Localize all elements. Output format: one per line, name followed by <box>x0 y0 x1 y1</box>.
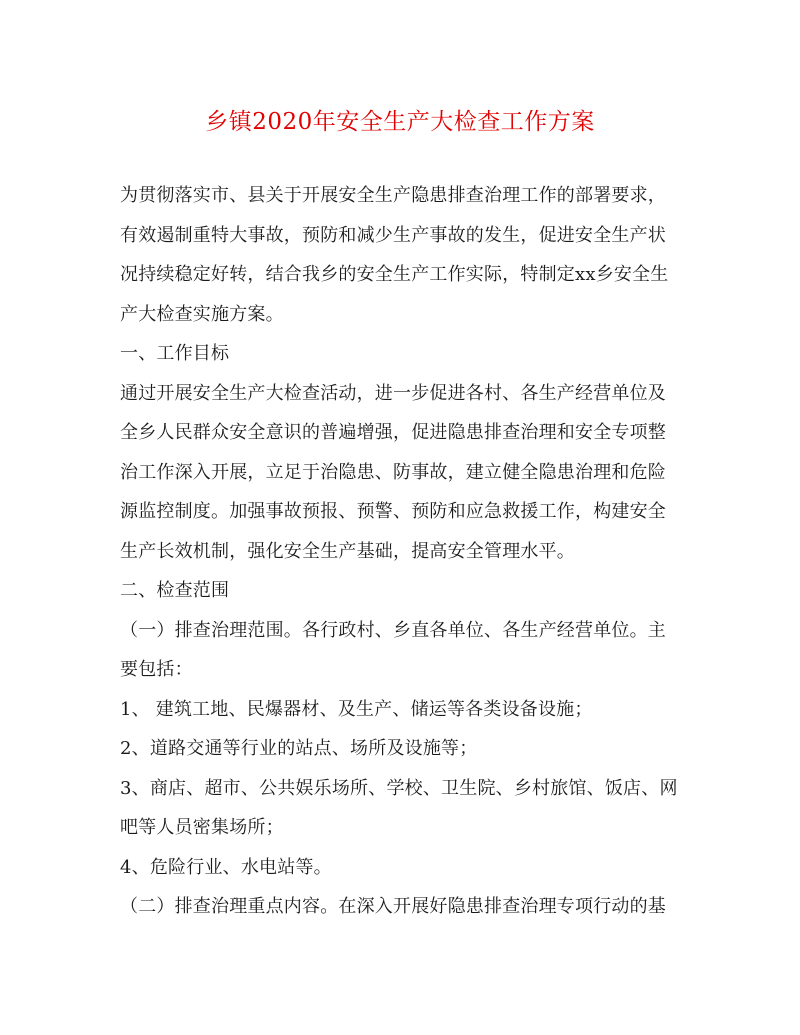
document-title: 乡镇2020年安全生产大检查工作方案 <box>205 109 595 135</box>
section-heading-scope: 二、检查范围 <box>120 580 230 601</box>
scope-item-4: 4、危险行业、水电站等。 <box>120 856 332 878</box>
section-heading-goals: 一、工作目标 <box>120 343 230 364</box>
scope-paragraph: （一）排查治理范围。各行政村、乡直各单位、各生产经营单位。主要包括： <box>120 619 666 680</box>
key-content-paragraph: （二）排查治理重点内容。在深入开展好隐患排查治理专项行动的基 <box>120 896 666 917</box>
scope-item-2: 2、道路交通等行业的站点、场所及设施等； <box>120 738 478 759</box>
intro-paragraph: 为贯彻落实市、县关于开展安全生产隐患排查治理工作的部署要求，有效遏制重特大事故，预防和减少生产事故的发生，促进安全生产状况持续稳定好转，结合我乡的安全生产工作实际，特制定xx乡安全生产大检查实施方案。 <box>120 185 669 325</box>
goals-paragraph: 通过开展安全生产大检查活动，进一步促进各村、各生产经营单位及全乡人民群众安全意识的普遍增强，促进隐患排查治理和安全专项整治工作深入开展，立足于治隐患、防事故，建立健全隐患治理和危险源监控制度。加强事故预报、预警、预防和应急救援工作，构建安全生产长效机制，强化安全生产基础，提高安全管理水平。 <box>120 382 666 562</box>
document-body <box>120 176 680 927</box>
scope-item-3: 3、商店、超市、公共娱乐场所、学校、卫生院、乡村旅馆、饭店、网吧等人员密集场所； <box>120 777 678 838</box>
scope-item-1: 1、 建筑工地、民爆器材、及生产、储运等各类设备设施； <box>120 698 593 720</box>
